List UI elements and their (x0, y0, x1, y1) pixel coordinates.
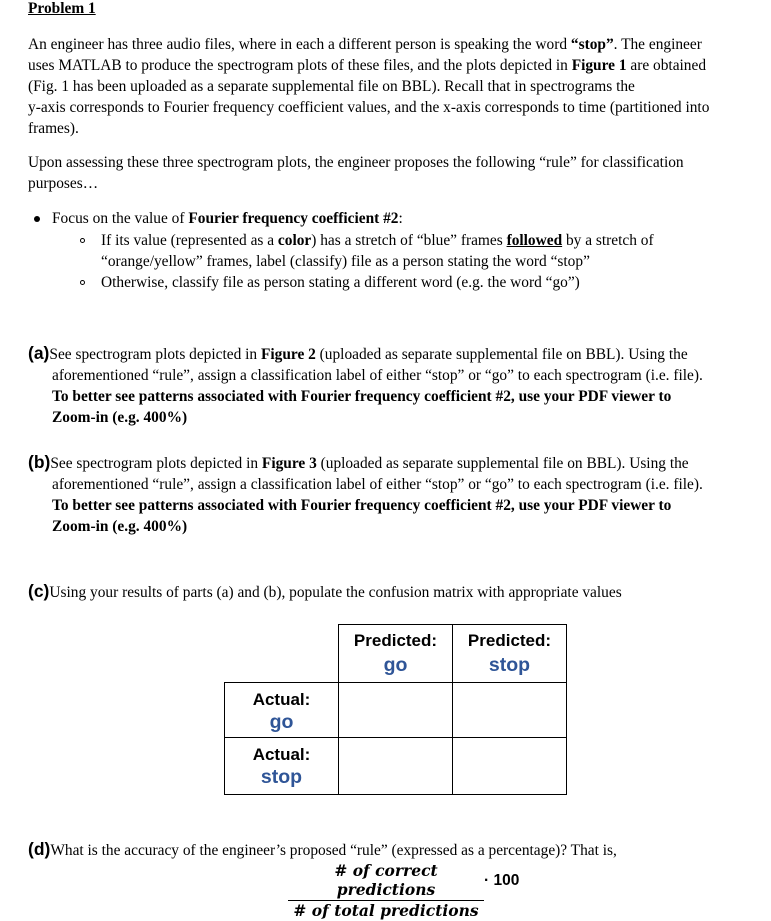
intro-stop-word: “stop” (570, 36, 614, 53)
matrix-row-label: Actual: (252, 745, 311, 764)
matrix-header-class: go (383, 654, 408, 676)
matrix-row-actual-stop (224, 737, 339, 795)
assess-paragraph (28, 152, 748, 194)
problem-title: Problem 1 (28, 0, 96, 17)
part-a (28, 343, 688, 365)
intro-text: frames). (28, 120, 79, 137)
intro-text: are obtained (626, 57, 707, 74)
part-a-hint: To better see patterns associated with Fourier frequency coefficient #2, use your PDF viewer to (52, 388, 672, 405)
rule-main (52, 208, 403, 229)
matrix-cell-stop-stop[interactable] (452, 737, 567, 795)
rule-text: “orange/yellow” frames, label (classify) file as a person stating the word “stop” (101, 253, 590, 270)
part-c (28, 581, 622, 603)
matrix-row-class: stop (260, 766, 303, 788)
intro-text: y-axis corresponds to Fourier frequency coefficient values, and the x-axis corresponds to time (partitioned into (28, 99, 710, 116)
rule-text: If its value (represented as a (101, 232, 278, 249)
part-a-text: aforementioned “rule”, assign a classification label of either “stop” or “go” to each spectrogram (i.e. file). (52, 367, 703, 384)
part-d-text: What is the accuracy of the engineer’s proposed “rule” (expressed as a percentage)? That is, (50, 842, 617, 859)
part-b-hint: To better see patterns associated with Fourier frequency coefficient #2, use your PDF viewer to (52, 497, 672, 514)
bullet-icon (34, 216, 40, 222)
matrix-header-label: Predicted: (467, 631, 552, 650)
matrix-cell-go-stop[interactable] (452, 682, 567, 738)
matrix-header-predicted-go (338, 624, 453, 683)
part-a-hint: Zoom-in (e.g. 400%) (52, 409, 188, 426)
matrix-header-label: Predicted: (353, 631, 438, 650)
rule-sub-2: Otherwise, classify file as person stating a different word (e.g. the word “go”) (101, 274, 580, 291)
part-a-text: (uploaded as separate supplemental file on BBL). Using the (315, 346, 688, 363)
matrix-row-actual-go (224, 682, 339, 738)
accuracy-formula (288, 861, 484, 921)
matrix-cell-go-go[interactable] (338, 682, 453, 738)
rule-text: : (398, 210, 403, 227)
formula-numerator: # of correct predictions (288, 861, 484, 901)
part-c-label: (c) (28, 581, 50, 601)
matrix-header-predicted-stop (452, 624, 567, 683)
rule-sub-1 (101, 230, 654, 272)
part-c-text: Using your results of parts (a) and (b), populate the confusion matrix with appropriate values (49, 584, 622, 601)
intro-text: uses MATLAB to produce the spectrogram plots of these files, and the plots depicted in (28, 57, 572, 74)
rule-text: by a stretch of (562, 232, 654, 249)
intro-text: . The engineer (613, 36, 702, 53)
figure-2-ref: Figure 2 (260, 346, 316, 363)
intro-text: (Fig. 1 has been uploaded as a separate supplemental file on BBL). Recall that in spectrograms the (28, 78, 635, 95)
part-a-body (52, 365, 703, 428)
rule-color-word: color (277, 232, 312, 249)
assess-text: Upon assessing these three spectrogram plots, the engineer proposes the following “rule” for classification (28, 154, 684, 171)
figure-3-ref: Figure 3 (261, 455, 317, 472)
part-d (28, 839, 617, 861)
rule-text: ) has a stretch of “blue” frames (311, 232, 507, 249)
part-d-label: (d) (28, 839, 51, 859)
matrix-row-label: Actual: (252, 690, 311, 709)
figure-1-ref: Figure 1 (571, 57, 627, 74)
matrix-header-class: stop (488, 654, 531, 676)
part-b-body (52, 474, 703, 537)
rule-coefficient: Fourier frequency coefficient #2 (188, 210, 399, 227)
matrix-cell-stop-go[interactable] (338, 737, 453, 795)
part-b-hint: Zoom-in (e.g. 400%) (52, 518, 188, 535)
sub-bullet-icon (80, 280, 85, 285)
part-a-text: See spectrogram plots depicted in (49, 346, 261, 363)
intro-paragraph (28, 34, 748, 139)
sub-bullet-icon (80, 238, 85, 243)
part-a-label: (a) (28, 343, 50, 363)
part-b-text: See spectrogram plots depicted in (50, 455, 262, 472)
intro-text: An engineer has three audio files, where in each a different person is speaking the word (28, 36, 571, 53)
formula-multiplier: · 100 (484, 872, 520, 889)
part-b-label: (b) (28, 452, 51, 472)
rule-followed-word: followed (506, 232, 563, 249)
part-b-text: (uploaded as separate supplemental file on BBL). Using the (316, 455, 689, 472)
matrix-row-class: go (269, 711, 294, 733)
part-b-text: aforementioned “rule”, assign a classification label of either “stop” or “go” to each spectrogram (i.e. file). (52, 476, 703, 493)
rule-text: Focus on the value of (52, 210, 189, 227)
part-b (28, 452, 689, 474)
formula-denominator: # of total predictions (293, 901, 479, 920)
assess-text: purposes… (28, 175, 99, 192)
